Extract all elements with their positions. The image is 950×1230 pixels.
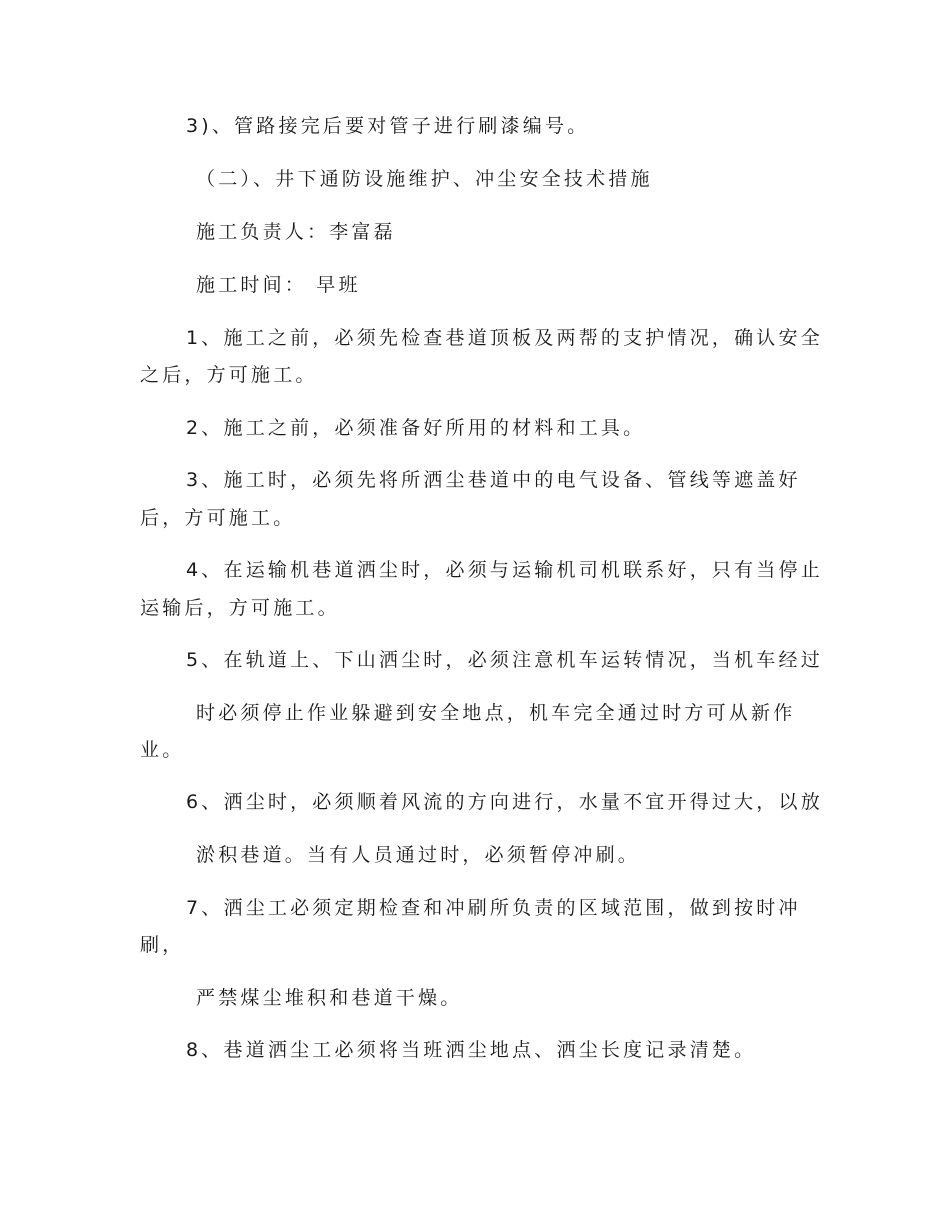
list-item-6-line-1: 6、洒尘时，必须顺着风流的方向进行，水量不宜开得过大，以放 bbox=[186, 791, 823, 813]
list-item-7-line-1: 7、洒尘工必须定期检查和冲刷所负责的区域范围，做到按时冲 bbox=[186, 897, 801, 919]
pipe-numbering-item: 3)、管路接完后要对管子进行刷漆编号。 bbox=[186, 115, 590, 137]
list-item-7-line-3: 严禁煤尘堆积和巷道干燥。 bbox=[196, 987, 463, 1009]
list-item-5-line-3: 业。 bbox=[140, 739, 185, 761]
list-item-2: 2、施工之前，必须准备好所用的材料和工具。 bbox=[186, 417, 646, 439]
list-item-1-line-2: 之后，方可施工。 bbox=[140, 364, 318, 386]
list-item-3-line-2: 后，方可施工。 bbox=[140, 507, 296, 529]
list-item-7-line-2: 刷， bbox=[140, 934, 185, 956]
construction-time: 施工时间： 早班 bbox=[196, 274, 361, 296]
list-item-6-line-2: 淤积巷道。当有人员通过时，必须暂停冲刷。 bbox=[196, 844, 641, 866]
list-item-3-line-1: 3、施工时，必须先将所洒尘巷道中的电气设备、管线等遮盖好 bbox=[186, 469, 801, 491]
list-item-5-line-1: 5、在轨道上、下山洒尘时，必须注意机车运转情况，当机车经过 bbox=[186, 649, 823, 671]
list-item-8: 8、巷道洒尘工必须将当班洒尘地点、洒尘长度记录清楚。 bbox=[186, 1039, 757, 1061]
list-item-5-line-2: 时必须停止作业躲避到安全地点，机车完全通过时方可从新作 bbox=[196, 702, 796, 724]
construction-leader: 施工负责人：李富磊 bbox=[196, 221, 396, 243]
list-item-4-line-2: 运输后，方可施工。 bbox=[140, 597, 340, 619]
list-item-4-line-1: 4、在运输机巷道洒尘时，必须与运输机司机联系好，只有当停止 bbox=[186, 559, 823, 581]
section-heading: （二）、井下通防设施维护、冲尘安全技术措施 bbox=[196, 168, 653, 190]
list-item-1-line-1: 1、施工之前，必须先检查巷道顶板及两帮的支护情况，确认安全 bbox=[186, 327, 823, 349]
